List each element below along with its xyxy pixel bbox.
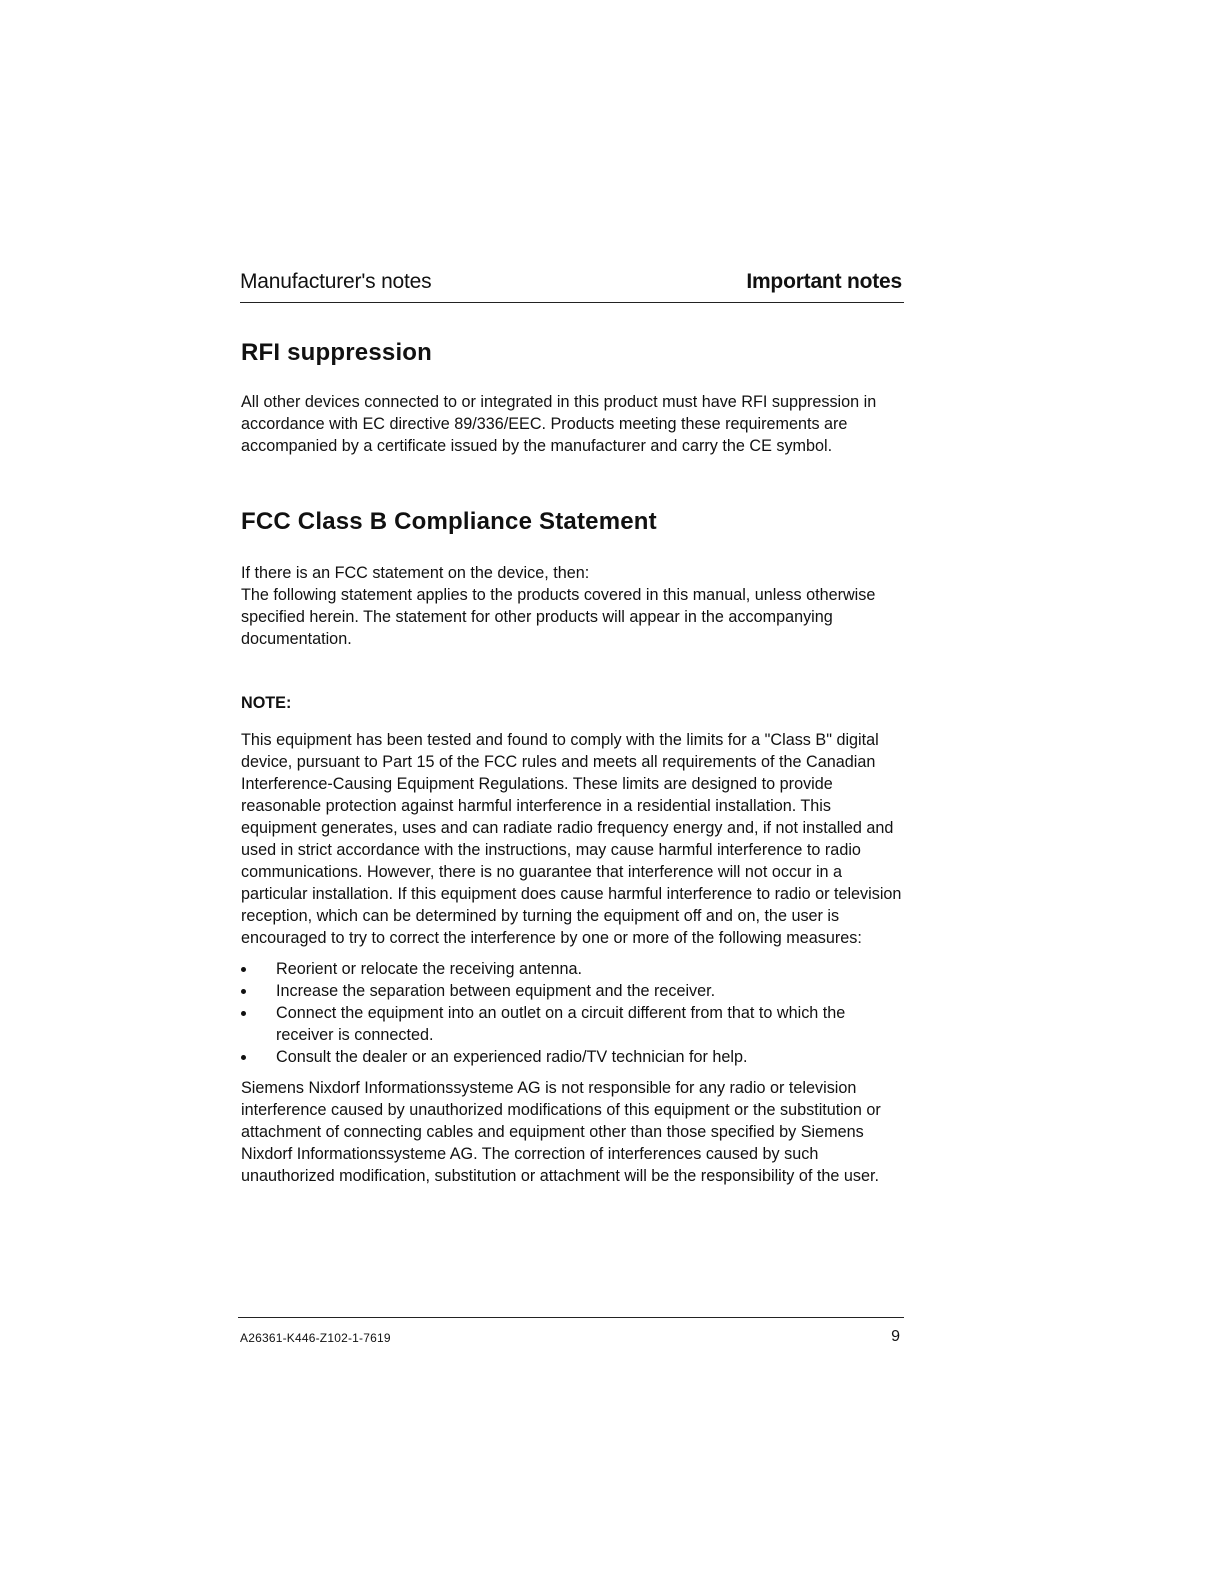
page-footer <box>238 1317 904 1358</box>
page-number: 9 <box>891 1328 900 1345</box>
rfi-paragraph: All other devices connected to or integrated in this product must have RFI suppression in accordance with EC directive 89/336/EEC. Products meeting these requirements are accompanied by a certificate issued by the manufacturer and carry the CE symbol. <box>241 393 877 455</box>
fcc-intro-paragraph: The following statement applies to the products covered in this manual, unless otherwise specified herein. The statement for other products will appear in the accompanying documentation. <box>241 586 876 648</box>
fcc-heading: FCC Class B Compliance Statement <box>241 508 657 535</box>
list-item <box>241 1046 905 1068</box>
page-header <box>240 270 904 303</box>
rfi-heading: RFI suppression <box>241 339 433 366</box>
measure-text: Connect the equipment into an outlet on a circuit different from that to which the receiver is connected. <box>276 1004 846 1044</box>
bullet-icon <box>241 1055 246 1060</box>
note-label: NOTE: <box>241 694 292 712</box>
bullet-icon <box>241 989 246 994</box>
measure-text: Increase the separation between equipment and the receiver. <box>276 982 716 1000</box>
bullet-icon <box>241 967 246 972</box>
closing-paragraph: Siemens Nixdorf Informationssysteme AG is not responsible for any radio or television interference caused by unauthorized modifications of this equipment or the substitution or attachment of connecting cables and equipment other than those specified by Siemens Nixdorf Informationssysteme AG. The correction of interferences caused by such unauthorized modification, substitution or attachment will be the responsibility of the user. <box>241 1079 881 1185</box>
measure-text: Reorient or relocate the receiving antenna. <box>276 960 582 978</box>
measures-list <box>241 958 905 1068</box>
list-item <box>241 980 905 1002</box>
document-code: A26361-K446-Z102-1-7619 <box>240 1331 391 1345</box>
section-title: Important notes <box>746 270 902 293</box>
fcc-intro-condition: If there is an FCC statement on the device, then: <box>241 564 590 582</box>
list-item <box>241 958 905 980</box>
bullet-icon <box>241 1011 246 1016</box>
note-paragraph: This equipment has been tested and found to comply with the limits for a "Class B" digital device, pursuant to Part 15 of the FCC rules and meets all requirements of the Canadian Interference-Causing Equipment Regulations. These limits are designed to provide reasonable protection against harmful interference in a residential installation. This equipment generates, uses and can radiate radio frequency energy and, if not installed and used in strict accordance with the instructions, may cause harmful interference to radio communications. However, there is no guarantee that interference will not occur in a particular installation. If this equipment does cause harmful interference to radio or television reception, which can be determined by turning the equipment off and on, the user is encouraged to try to correct the interference by one or more of the following measures: <box>241 731 902 947</box>
chapter-title: Manufacturer's notes <box>240 270 432 293</box>
measure-text: Consult the dealer or an experienced radio/TV technician for help. <box>276 1048 748 1066</box>
page-content <box>241 336 905 1187</box>
list-item <box>241 1002 905 1046</box>
